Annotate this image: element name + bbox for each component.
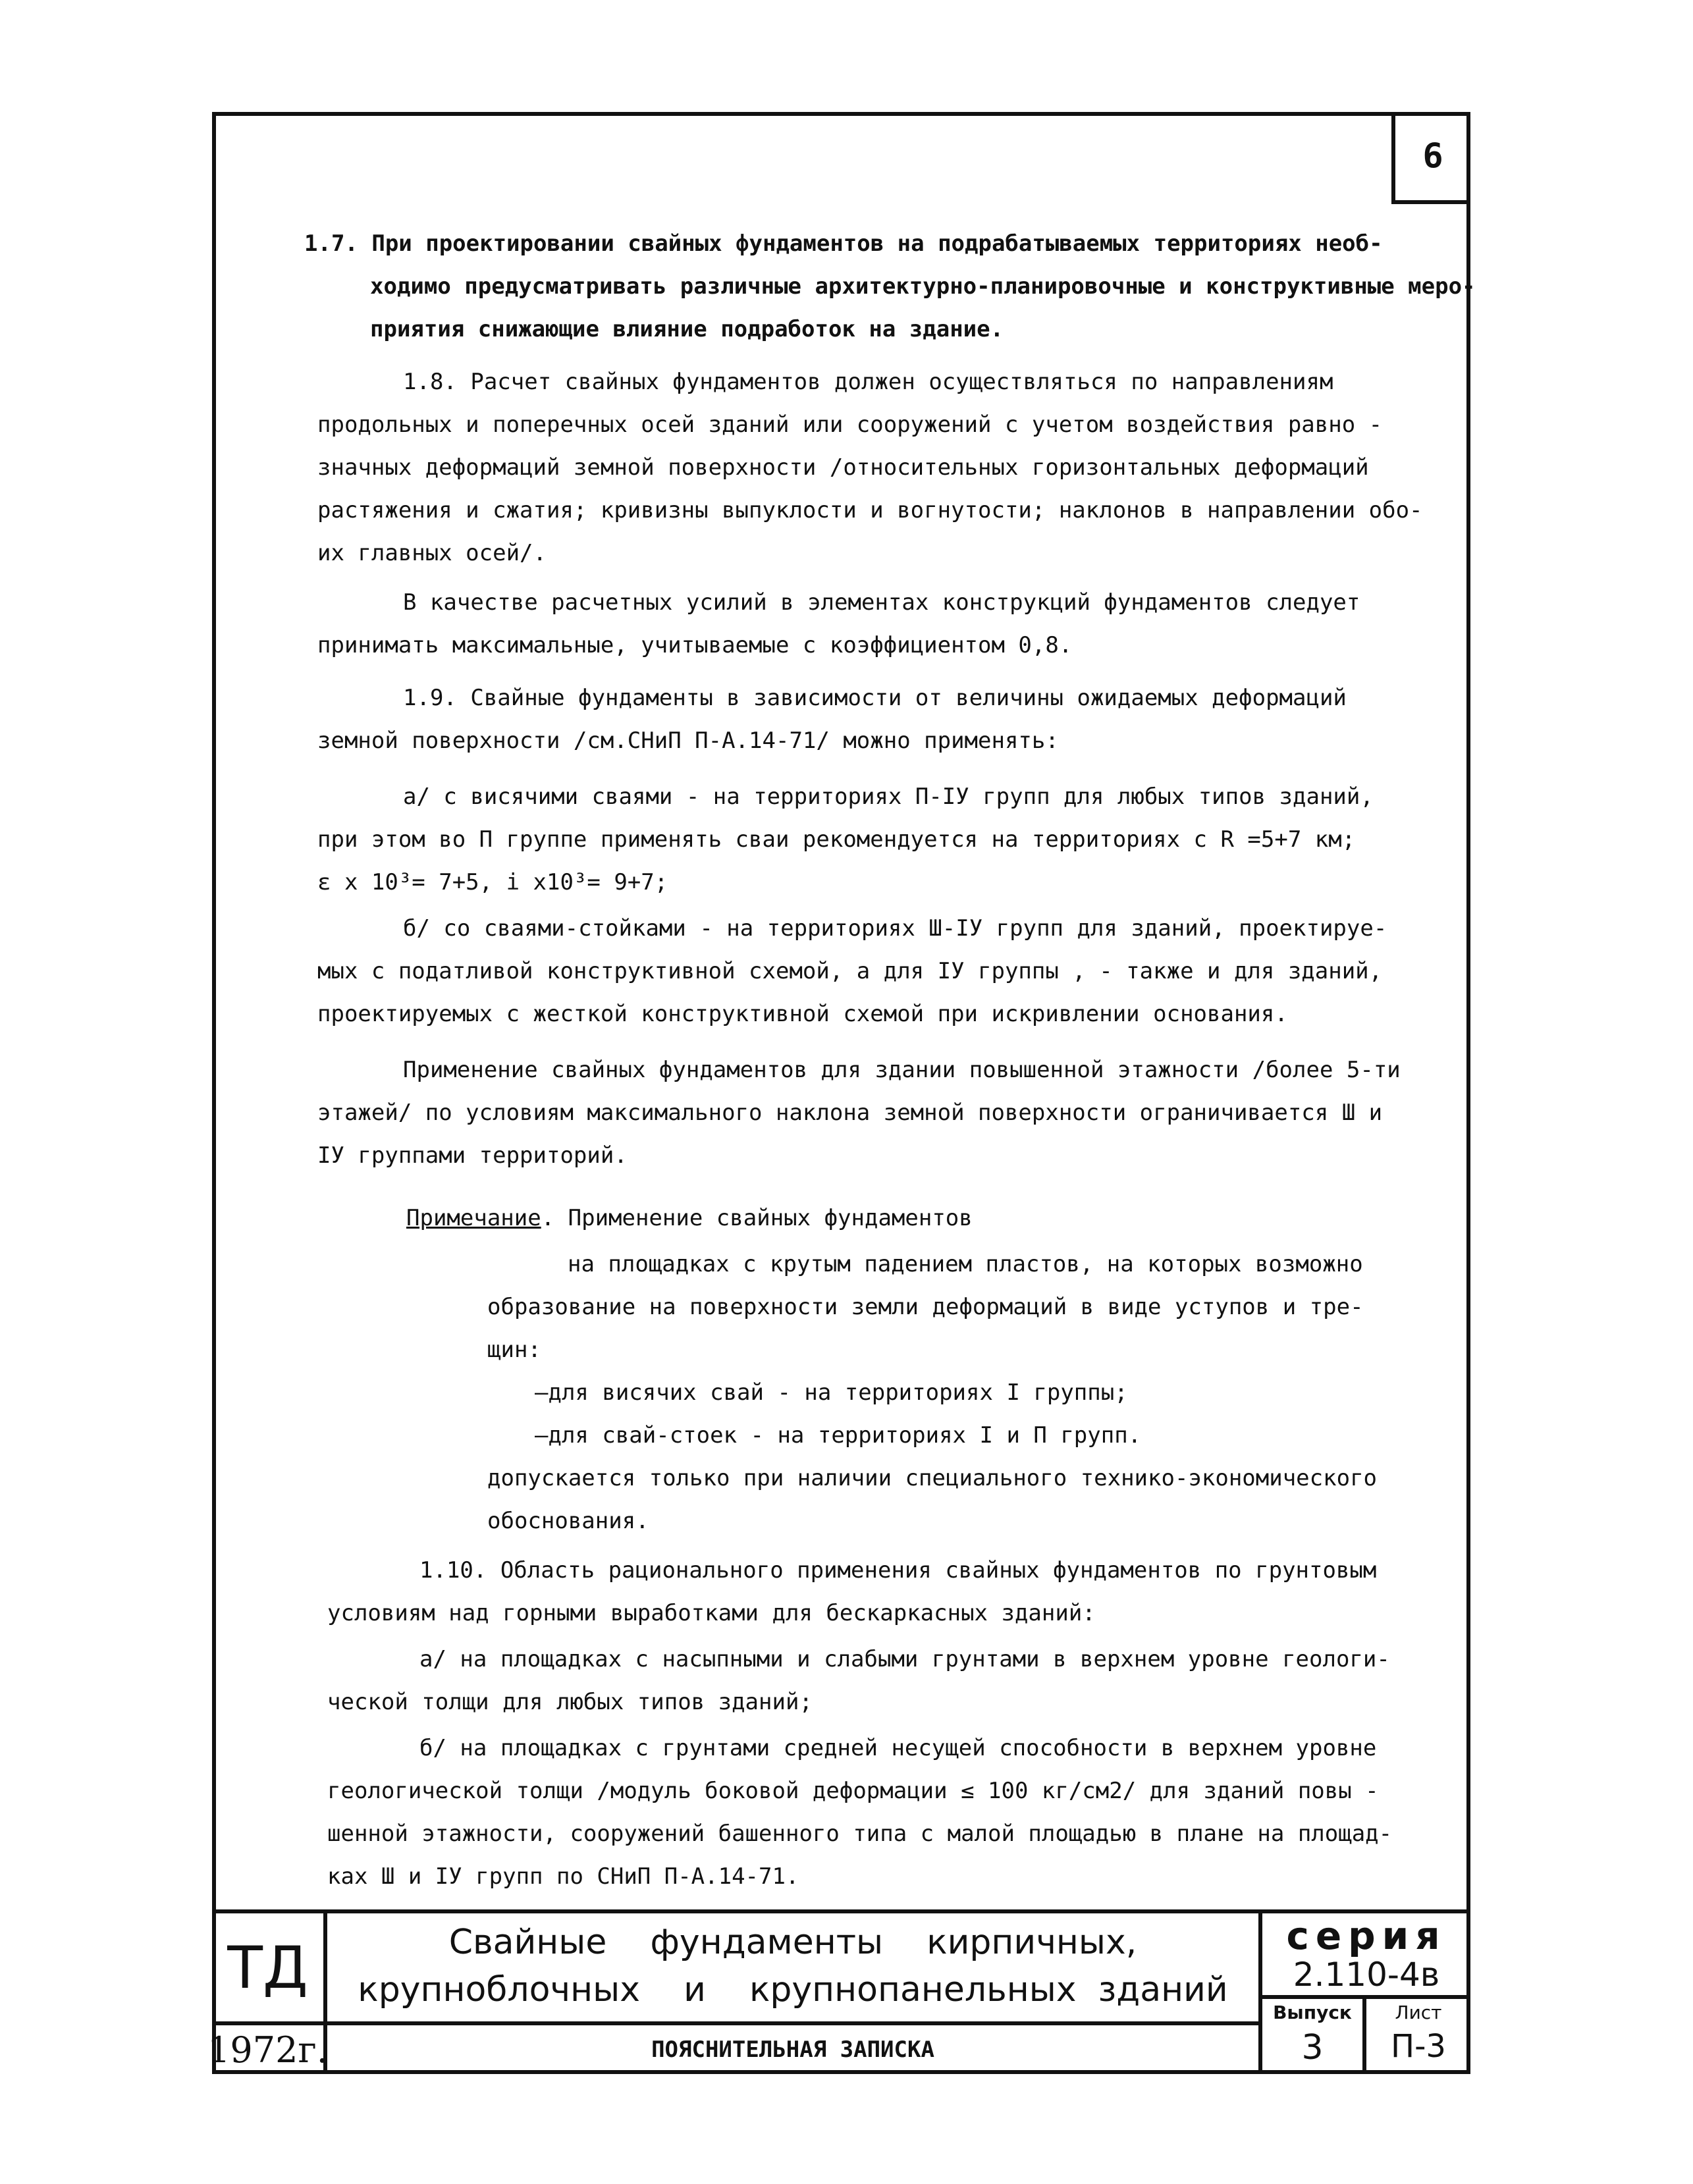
p19c-line-3: IУ группами территорий. — [317, 1142, 628, 1169]
note-heading-rest: . Применение свайных фундаментов — [541, 1205, 973, 1231]
doc-type-label: ПОЯСНИТЕЛЬНАЯ ЗАПИСКА — [651, 2037, 934, 2063]
sheet-number: 6 — [1422, 136, 1443, 176]
p19-line-1: 1.9. Свайные фундаменты в зависимости от величины ожидаемых деформаций — [403, 685, 1347, 711]
series-cell — [1262, 1913, 1470, 1999]
p19a-line-1: а/ с висячими сваями - на территориях П-IУ групп для любых типов зданий, — [403, 784, 1374, 810]
p110a-line-1: а/ на площадках с насыпными и слабыми грунтами в верхнем уровне геологи- — [419, 1646, 1390, 1672]
p110b-line-2: геологической толщи /модуль боковой деформации ≤ 100 кг/см2/ для зданий повы - — [327, 1778, 1379, 1804]
series-value: 2.110-4в — [1293, 1956, 1440, 1994]
p110a-line-2: ческой толщи для любых типов зданий; — [327, 1689, 813, 1715]
p110b-line-1: б/ на площадках с грунтами средней несущей способности в верхнем уровне — [419, 1735, 1377, 1761]
p18-line-3: значных деформаций земной поверхности /относительных горизонтальных деформаций — [317, 454, 1369, 481]
issue-label: Выпуск — [1273, 2002, 1352, 2023]
note-item-1: –для висячих свай - на территориях I группы; — [535, 1379, 1128, 1406]
p19b-line-2: мых с податливой конструктивной схемой, а для IУ группы , - также и для зданий, — [317, 958, 1383, 984]
issue-value: 3 — [1301, 2028, 1324, 2067]
p110b-line-4: ках Ш и IУ групп по СНиП П-А.14-71. — [327, 1863, 799, 1890]
p18-line-4: растяжения и сжатия; кривизны выпуклости и вогнутости; наклонов в направлении обо- — [317, 497, 1423, 523]
p18b-line-1: В качестве расчетных усилий в элементах конструкций фундаментов следует — [403, 589, 1360, 616]
note-label: Примечание — [406, 1205, 541, 1231]
p17-line-2: ходимо предусматривать различные архитектурно-планировочные и конструктивные меро- — [370, 273, 1476, 300]
org-label: ТД — [227, 1933, 308, 2002]
p18-line-1: 1.8. Расчет свайных фундаментов должен осуществляться по направлениям — [403, 369, 1333, 395]
note-line-1: на площадках с крутым падением пластов, на которых возможно — [568, 1251, 1363, 1277]
p19a-line-2: при этом во П группе применять сваи рекомендуется на территориях с R =5+7 км; — [317, 826, 1356, 853]
sheet-label: Лист — [1395, 2002, 1442, 2023]
issue-cell — [1262, 1999, 1366, 2074]
p19-line-2: земной поверхности /см.СНиП П-А.14-71/ можно применять: — [317, 728, 1059, 754]
org-cell — [212, 1913, 327, 2025]
p19c-line-2: этажей/ по условиям максимального наклона земной поверхности ограничивается Ш и — [317, 1100, 1383, 1126]
note-heading — [406, 1205, 973, 1231]
year-label: 1972г. — [207, 2029, 328, 2071]
p17-line-1: 1.7. При проектировании свайных фундаментов на подрабатываемых территориях необ- — [304, 230, 1383, 257]
p18-line-5: их главных осей/. — [317, 540, 547, 566]
title-line-1: Свайные фундаменты кирпичных, — [448, 1923, 1137, 1962]
p110b-line-3: шенной этажности, сооружений башенного типа с малой площадью в плане на площад- — [327, 1821, 1393, 1847]
note-end-2: обоснования. — [487, 1508, 649, 1534]
note-end-1: допускается только при наличии специального технико-экономического — [487, 1465, 1378, 1491]
year-cell — [207, 2025, 328, 2074]
series-label: серия — [1286, 1913, 1447, 1958]
p18-line-2: продольных и поперечных осей зданий или сооружений с учетом воздействия равно - — [317, 412, 1383, 438]
title-block — [207, 1909, 1470, 2074]
p19b-line-3: проектируемых с жесткой конструктивной схемой при искривлении основания. — [317, 1001, 1288, 1027]
sheet-value: П-3 — [1391, 2028, 1446, 2065]
sheet-cell — [1366, 1999, 1470, 2074]
note-line-3: щин: — [487, 1337, 541, 1363]
p18b-line-2: принимать максимальные, учитываемые с коэффициентом 0,8. — [317, 632, 1073, 658]
p110-line-2: условиям над горными выработками для бескаркасных зданий: — [327, 1600, 1096, 1626]
p19c-line-1: Применение свайных фундаментов для здании повышенной этажности /более 5-ти — [403, 1057, 1401, 1083]
title-line-2: крупноблочных и крупнопанельных зданий — [358, 1970, 1228, 2010]
p19b-line-1: б/ со сваями-стойками - на территориях Ш-IУ групп для зданий, проектируе- — [403, 915, 1387, 942]
doc-type-cell — [327, 2025, 1262, 2074]
p110-line-1: 1.10. Область рационального применения свайных фундаментов по грунтовым — [419, 1557, 1377, 1584]
note-item-2: –для свай-стоек - на территориях I и П групп. — [535, 1422, 1142, 1449]
note-line-2: образование на поверхности земли деформаций в виде уступов и тре- — [487, 1294, 1364, 1320]
title-cell — [327, 1913, 1262, 2025]
sheet-number-box — [1391, 112, 1470, 204]
p17-line-3: приятия снижающие влияние подработок на здание. — [370, 316, 1004, 342]
p19a-line-3: ε х 10³= 7+5, i х10³= 9+7; — [317, 869, 668, 895]
